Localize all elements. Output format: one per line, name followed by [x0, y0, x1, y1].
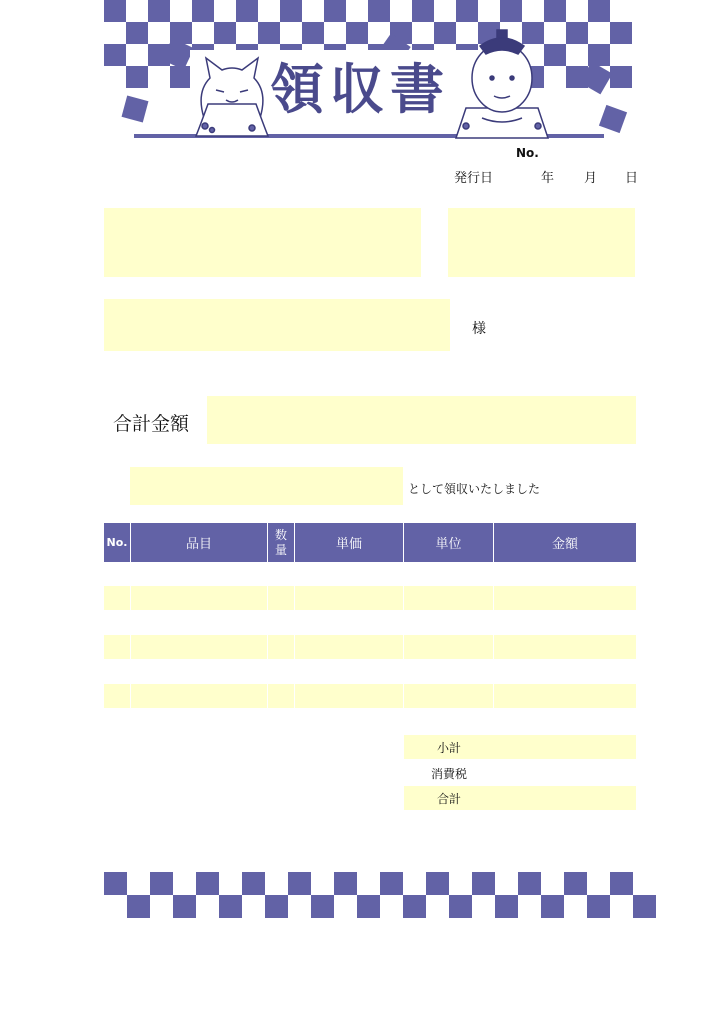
grand-total-label: 合計: [404, 786, 494, 810]
checker-square: [288, 872, 311, 895]
checker-square: [412, 0, 434, 22]
checker-square: [368, 0, 390, 22]
checker-square: [104, 44, 126, 66]
row-item-cell[interactable]: [131, 635, 268, 659]
checker-square: [495, 895, 518, 918]
header-banner: [0, 0, 724, 150]
checker-square: [196, 872, 219, 895]
recipient-name-field[interactable]: [104, 299, 450, 351]
checker-square: [170, 66, 192, 88]
checker-square: [522, 22, 544, 44]
tax-field[interactable]: [494, 761, 636, 785]
checker-square: [472, 872, 495, 895]
row-item-cell[interactable]: [131, 684, 268, 708]
checker-square: [357, 895, 380, 918]
decor-square: [122, 96, 149, 123]
checker-square: [311, 895, 334, 918]
checker-square: [127, 895, 150, 918]
checker-square: [434, 22, 456, 44]
checker-square: [324, 0, 346, 22]
issuer-name-field[interactable]: [104, 208, 421, 277]
checker-square: [346, 22, 368, 44]
received-text: として領収いたしました: [408, 482, 541, 496]
row-amount-cell[interactable]: [494, 635, 636, 659]
row-unit-price-cell[interactable]: [295, 635, 404, 659]
checker-square: [258, 22, 280, 44]
row-amount-cell[interactable]: [494, 586, 636, 610]
row-quantity-cell[interactable]: [268, 684, 295, 708]
table-row: [104, 635, 636, 659]
checker-square: [126, 66, 148, 88]
checker-square: [219, 895, 242, 918]
checker-square: [588, 0, 610, 22]
checker-square: [456, 0, 478, 22]
row-no-cell[interactable]: [104, 684, 131, 708]
footer-checker-pattern: [0, 870, 724, 920]
row-quantity-cell[interactable]: [268, 635, 295, 659]
items-table-header: [104, 523, 636, 562]
year-label: 年: [541, 171, 555, 186]
checker-square: [633, 895, 656, 918]
header-quantity: 数量: [268, 523, 295, 562]
total-amount-label: 合計金額: [113, 413, 190, 435]
header-unit: 単位: [404, 523, 494, 562]
row-unit-cell[interactable]: [404, 684, 494, 708]
table-row: [104, 684, 636, 708]
checker-square: [518, 872, 541, 895]
checker-square: [173, 895, 196, 918]
checker-square: [544, 44, 566, 66]
checker-square: [302, 22, 324, 44]
subtotal-label: 小計: [404, 735, 494, 759]
row-item-cell[interactable]: [131, 586, 268, 610]
header-unit-price: 単価: [295, 523, 404, 562]
row-unit-cell[interactable]: [404, 635, 494, 659]
checker-square: [236, 0, 258, 22]
checker-square: [449, 895, 472, 918]
honorific-label: 様: [472, 321, 486, 337]
day-label: 日: [625, 171, 639, 186]
decor-square: [599, 105, 627, 133]
checker-square: [426, 872, 449, 895]
row-amount-cell[interactable]: [494, 684, 636, 708]
checker-square: [265, 895, 288, 918]
header-item: 品目: [131, 523, 268, 562]
header-amount: 金額: [551, 537, 578, 552]
checker-square: [280, 0, 302, 22]
checker-square: [587, 895, 610, 918]
row-no-cell[interactable]: [104, 586, 131, 610]
checker-square: [610, 872, 633, 895]
total-amount-field[interactable]: [207, 396, 636, 444]
checker-square: [610, 22, 632, 44]
receipt-number-label: No.: [516, 146, 539, 160]
checker-square: [610, 66, 632, 88]
row-unit-price-cell[interactable]: [295, 586, 404, 610]
row-unit-price-cell[interactable]: [295, 684, 404, 708]
checker-square: [380, 872, 403, 895]
checker-square: [541, 895, 564, 918]
receipt-title: 領収書: [270, 58, 450, 121]
purpose-field[interactable]: [130, 467, 403, 505]
checker-square: [192, 0, 214, 22]
row-no-cell[interactable]: [104, 635, 131, 659]
checker-square: [242, 872, 265, 895]
checker-square: [334, 872, 357, 895]
checker-square: [564, 872, 587, 895]
issuer-stamp-field[interactable]: [448, 208, 635, 277]
table-row: [104, 586, 636, 610]
checker-square: [544, 0, 566, 22]
checker-square: [104, 872, 127, 895]
checker-square: [403, 895, 426, 918]
month-label: 月: [584, 171, 598, 186]
checker-square: [148, 0, 170, 22]
subtotal-field[interactable]: [494, 735, 636, 759]
checker-square: [126, 22, 148, 44]
row-quantity-cell[interactable]: [268, 586, 295, 610]
tax-label: 消費税: [430, 766, 467, 781]
checker-square: [150, 872, 173, 895]
checker-square: [214, 22, 236, 44]
checker-square: [500, 0, 522, 22]
checker-square: [104, 0, 126, 22]
header-no: No.: [104, 523, 131, 562]
checker-square: [566, 22, 588, 44]
issue-date-label: 発行日: [454, 171, 494, 186]
row-unit-cell[interactable]: [404, 586, 494, 610]
grand-total-field[interactable]: [494, 786, 636, 810]
